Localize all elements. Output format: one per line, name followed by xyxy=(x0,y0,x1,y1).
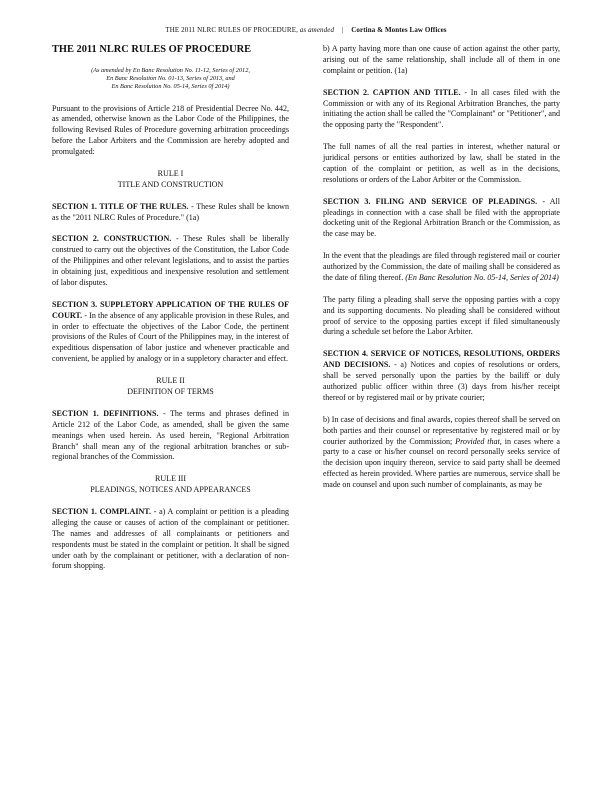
running-header xyxy=(0,26,612,34)
section-text: In the event that the pleadings are filed through registered mail or courier authorized by the Commission, the date of mailing shall be considered as the date of filing thereof. xyxy=(323,251,560,282)
rule-1-heading xyxy=(52,169,289,191)
rule1-section-3 xyxy=(52,300,289,365)
rule3-section-2 xyxy=(323,88,560,132)
document-subtitle xyxy=(52,67,289,92)
rule3-section-4 xyxy=(323,349,560,404)
section-text: - These Rules shall be known as the "2011 NLRC Rules of Procedure." (1a) xyxy=(52,201,289,222)
section-text: b) In case of decisions and final awards, copies thereof shall be served on both parties and their counsel or representative by registered mail or by courier authorized by the Commission; xyxy=(323,414,560,446)
rule3-section-1 xyxy=(52,507,289,572)
section-text: - a) A complaint or petition is a pleading alleging the cause or causes of action of the complainant or petitioner. The names and addresses of all complainants or petitioners and respondents must be stated in the complaint or petition. It shall be signed under oath by the complainant or petitioner, with a declaration of non-forum shopping. xyxy=(52,506,290,571)
rule3-section-3-paragraph-3: The party filing a pleading shall serve the opposing parties with a copy and its supporting documents. No pleading shall be considered without proof of service to the opposing parties except if filed simultaneously during a schedule set before the Labor Arbiter. xyxy=(323,294,560,337)
rule-name: TITLE AND CONSTRUCTION xyxy=(117,179,224,189)
rule2-section-1 xyxy=(52,409,289,464)
subtitle-line: En Banc Resolution No. 05-14, Series 0f 2014) xyxy=(111,83,230,91)
subtitle-line: En Banc Resolution No. 01-13, Series of 2013, and xyxy=(106,75,235,83)
section-heading: SECTION 1. TITLE OF THE RULES. xyxy=(52,201,189,211)
section-heading: SECTION 3. FILING AND SERVICE OF PLEADINGS. xyxy=(323,196,538,206)
resolution-citation: (En Banc Resolution No. 05-14, Series of 2014) xyxy=(405,272,559,282)
section-text: - These Rules shall be liberally construed to carry out the objectives of the Constitution, the Labor Code of the Philippines and other relevant legislations, and to assist the parties in obtaining just, expeditious and inexpensive resolution and settlement of labor disputes. xyxy=(52,234,289,287)
header-firm: Cortina & Montes Law Offices xyxy=(351,26,447,34)
rule1-section-1 xyxy=(52,202,289,224)
section-text: in cases where a party to a case or his/her counsel on record personally seeks service of the decision upon inquiry thereon, service to said party shall be deemed effected as herein provided. Where parties are numerous, service shall be made on counsel and upon such number of complainants, as may be xyxy=(323,436,560,490)
section-text: - In all cases filed with the Commission or with any of its Regional Arbitration Branches, the party initiating the action shall be called the "Complainant" or "Petitioner", and the opposing party the "Respondent". xyxy=(323,87,560,130)
rule-2-heading xyxy=(52,376,289,398)
intro-paragraph: Pursuant to the provisions of Article 218 of Presidential Decree No. 442, as amended, otherwise known as the Labor Code of the Philippines, the following Revised Rules of Procedure governing arbitration proceedings before the Labor Arbiters and the Commission are hereby adopted and promulgated: xyxy=(52,103,289,157)
header-as-amended: as amended xyxy=(299,26,335,34)
rule3-section-3 xyxy=(323,197,560,241)
header-title: THE 2011 NLRC RULES OF PROCEDURE, xyxy=(165,26,298,34)
section-heading: SECTION 3. SUPPLETORY APPLICATION OF THE RULES OF COURT. xyxy=(52,299,289,320)
rule3-section-1-b: b) A party having more than one cause of action against the other party, arising out of the same relationship, shall include all of them in one complaint or petition. (1a) xyxy=(323,44,560,75)
section-text: - The terms and phrases defined in Article 212 of the Labor Code, as amended, shall be given the same meanings when used herein. As used herein, "Regional Arbitration Branch" shall mean any of the regional arbitration branches or sub-regional branches of the Commission. xyxy=(52,408,289,462)
header-separator: | xyxy=(341,26,344,34)
proviso-text: Provided that, xyxy=(455,436,502,446)
section-text: - a) Notices and copies of resolutions or orders, shall be served personally upon the parties by the bailiff or duly authorized public officer within three (3) days from his/her receipt thereof or by registered mail or by private courier; xyxy=(323,360,561,402)
rule-number: RULE II xyxy=(156,376,185,386)
rule3-section-3-paragraph-2 xyxy=(323,251,560,284)
left-column xyxy=(52,44,289,583)
section-heading: SECTION 4. SERVICE OF NOTICES, RESOLUTIONS, ORDERS AND DECISIONS. xyxy=(323,349,560,370)
rule-name: PLEADINGS, NOTICES AND APPEARANCES xyxy=(90,485,251,495)
rule-3-heading xyxy=(52,474,289,496)
section-heading: SECTION 2. CAPTION AND TITLE. xyxy=(323,87,461,97)
section-text: - In the absence of any applicable provision in these Rules, and in order to effectuate the objectives of the Labor Code, the pertinent provisions of the Rules of Court of the Philippines may, in the interest of expeditious dispensation of labor justice and whenever practicable and convenient, be applied by analogy or in a suppletory character and effect. xyxy=(52,310,289,364)
right-column xyxy=(323,44,560,502)
subtitle-line: (As amended by En Banc Resolution No. 11-12, Series of 2012, xyxy=(91,66,250,74)
rule3-section-4-b xyxy=(323,415,560,491)
rule1-section-2 xyxy=(52,234,289,289)
section-heading: SECTION 1. COMPLAINT. xyxy=(52,506,152,516)
rule-number: RULE I xyxy=(157,168,184,178)
section-text: - All pleadings in connection with a case shall be filed with the appropriate docketing unit of the Regional Arbitration Branch or the Commission, as the case may be. xyxy=(323,196,560,239)
rule-name: DEFINITION OF TERMS xyxy=(127,386,214,396)
section-heading: SECTION 2. CONSTRUCTION. xyxy=(52,234,172,244)
rule3-section-2-paragraph-2: The full names of all the real parties in interest, whether natural or juridical persons or entities authorized by law, shall be stated in the caption of the complaint or petition, as well as in the decisions, resolutions or orders of the Labor Arbiter or the Commission. xyxy=(323,142,560,184)
rule-number: RULE III xyxy=(154,474,187,484)
section-heading: SECTION 1. DEFINITIONS. xyxy=(52,408,159,418)
document-title: THE 2011 NLRC RULES OF PROCEDURE xyxy=(52,44,252,55)
